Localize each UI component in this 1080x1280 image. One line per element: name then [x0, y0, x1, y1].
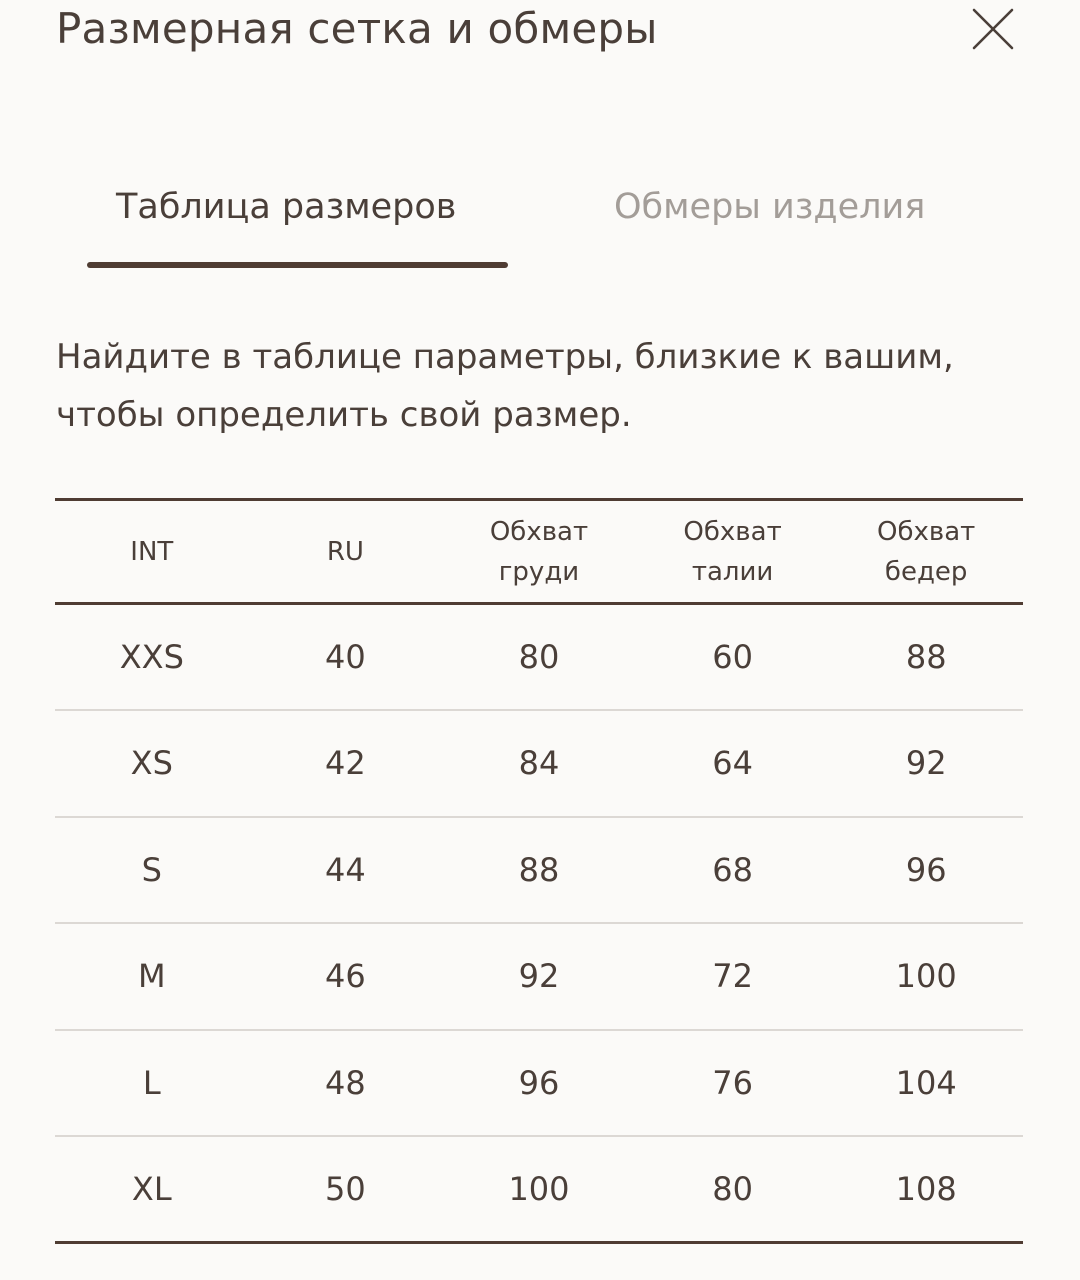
header-hips-line1: Обхват: [877, 516, 976, 547]
cell-ru: 42: [325, 744, 366, 783]
cell-chest: 96: [518, 1063, 560, 1102]
cell-waist: 72: [712, 957, 753, 996]
cell-ru: 44: [325, 850, 366, 889]
cell-int: XL: [131, 1170, 172, 1208]
cell-int: L: [142, 1063, 161, 1102]
header-hips-line2: бедер: [884, 556, 968, 587]
cell-chest: 84: [518, 744, 560, 783]
tab-size-table[interactable]: Таблица размеров: [116, 187, 457, 227]
cell-hips: 88: [905, 638, 947, 676]
active-tab-indicator: [87, 262, 508, 268]
cell-hips: 108: [895, 1170, 957, 1208]
header-ru-label: RU: [326, 536, 364, 567]
tab-garment-measurements[interactable]: Обмеры изделия: [614, 187, 926, 227]
close-button[interactable]: [970, 6, 1016, 52]
table-row: [55, 923, 1023, 1030]
header-ru: [249, 500, 443, 604]
size-table: [55, 498, 1023, 1244]
table-row: [55, 1136, 1023, 1243]
cell-hips: 92: [905, 744, 947, 783]
cell-chest: 92: [518, 957, 560, 996]
hint-text: Найдите в таблице параметры, близкие к вашим, чтобы определить свой размер.: [56, 337, 954, 435]
cell-ru: 40: [325, 638, 366, 676]
cell-int: XXS: [119, 638, 184, 676]
modal-header: [56, 0, 1024, 60]
header-int: [55, 500, 249, 604]
tab-bar: [56, 165, 1024, 275]
header-hips: [829, 500, 1023, 604]
table-row: [55, 604, 1023, 711]
cell-waist: 80: [712, 1170, 753, 1208]
cell-waist: 64: [712, 744, 753, 783]
table-header-row: [55, 500, 1023, 604]
cell-waist: 68: [712, 850, 753, 889]
cell-chest: 100: [508, 1170, 570, 1208]
cell-chest: 80: [518, 638, 560, 676]
header-int-label: INT: [130, 536, 174, 567]
cell-waist: 60: [712, 638, 753, 676]
header-waist-line2: талии: [691, 556, 774, 587]
cell-ru: 48: [325, 1063, 366, 1102]
close-icon: [970, 6, 1016, 52]
cell-chest: 88: [518, 850, 560, 889]
cell-hips: 96: [905, 850, 947, 889]
cell-waist: 76: [712, 1063, 753, 1102]
header-chest-line1: Обхват: [489, 516, 589, 547]
table-row: [55, 1030, 1023, 1137]
cell-hips: 100: [895, 957, 957, 996]
cell-hips: 104: [895, 1063, 957, 1102]
header-waist-line1: Обхват: [683, 516, 782, 547]
cell-ru: 46: [325, 957, 366, 996]
cell-ru: 50: [325, 1170, 366, 1208]
cell-int: M: [137, 957, 166, 996]
cell-int: S: [141, 850, 162, 889]
table-row: [55, 817, 1023, 924]
header-waist: [636, 500, 830, 604]
table-row: [55, 710, 1023, 817]
header-chest-line2: груди: [498, 556, 580, 587]
header-chest: [442, 500, 636, 604]
modal-title: Размерная сетка и обмеры: [56, 4, 658, 53]
cell-int: XS: [130, 744, 173, 783]
